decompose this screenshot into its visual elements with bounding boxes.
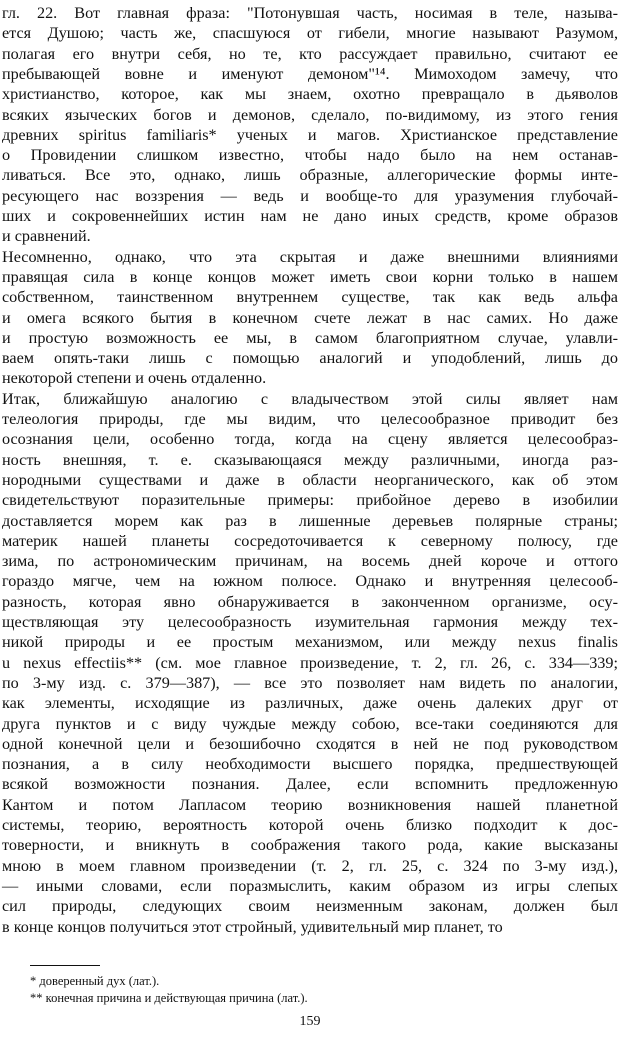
text-line: гл. 22. Вот главная фраза: "Потонувшая часть, носимая в теле, называ- [2, 4, 618, 22]
text-line: христианство, которое, как мы знаем, охотно превращало в дьяволов [2, 85, 618, 104]
text-line: зима, по астрономическим причинам, на восемь дней короче и оттого [2, 552, 618, 571]
text-line: товерности, и вникнуть в соображения такого рода, какие высказаны [2, 836, 618, 855]
footnote-divider [30, 965, 100, 966]
text-line: гораздо мягче, чем на южном полюсе. Однако и внутренняя целесооб- [2, 572, 618, 591]
text-line: никой природы и ее простым механизмом, или между nexus finalis [2, 633, 618, 652]
text-line: доставляется морем как раз в лишенные деревьев полярные страны; [2, 511, 618, 530]
text-line: Итак, ближайшую аналогию с владычеством этой силы являет нам [2, 389, 618, 408]
text-line: сил природы, следующих своим неизменным законам, должен был [2, 897, 618, 916]
text-line: некоторой степени и очень отдаленно. [2, 369, 267, 388]
text-line: — иными словами, если поразмыслить, каким образом из игры слепых [2, 876, 618, 895]
text-line: мною в моем главном произведении (т. 2, гл. 25, с. 324 по 3-му изд.), [2, 856, 618, 875]
text-line: в конце концов получиться этот стройный, удивительный мир планет, то [2, 917, 503, 936]
text-line: собственном, таинственном внутреннем существе, так как ведь альфа [2, 288, 618, 307]
text-line: u nexus effectiis** (см. мое главное произведение, т. 2, гл. 26, с. 334—339; [2, 653, 618, 672]
text-line: ваем опять-таки лишь с помощью аналогий и уподоблений, лишь до [2, 349, 618, 368]
text-line: ществляющая эту целесообразность изумительная гармония между тех- [2, 613, 618, 631]
text-line: Несомненно, однако, что эта скрытая и даже внешними влияниями [2, 247, 618, 266]
text-line: ших и сокровеннейших истин нам не дано иных средств, кроме образов [2, 207, 618, 225]
text-line: разность, которая явно обнаруживается в законченном организме, осу- [2, 592, 618, 611]
text-line: ется Душою; часть же, спасшуюся от гибели, многие называют Разумом, [2, 24, 618, 43]
text-line: материк нашей планеты сосредоточивается к северному полюсу, где [2, 531, 618, 550]
text-line: пребывающей вовне и именуют демоном"¹⁴. Мимоходом замечу, что [2, 64, 618, 83]
text-line: всяких языческих богов и демонов, сделало, по-видимому, из этого гения [2, 105, 618, 124]
page-number: 159 [299, 1014, 321, 1029]
text-line: и сравнений. [2, 227, 91, 246]
text-line: как элементы, исходящие из различных, даже очень далеких друг от [2, 694, 618, 713]
text-line: свидетельствуют поразительные примеры: прибойное дерево в изобилии [2, 491, 618, 510]
text-line: одной конечной цели и безошибочно сходятся в ней не под руководством [2, 734, 618, 753]
text-line: ресующего нас воззрения — ведь и вообще-то для уразумения глубочай- [2, 186, 618, 205]
text-line: нородными существами и даже в области неорганического, как об этом [2, 470, 618, 489]
text-line: о Провидении слишком известно, чтобы надо было на нем останав- [2, 146, 618, 165]
text-line: друга пунктов и с виду чуждые между собою, все-таки соединяются для [2, 714, 618, 733]
text-line: познания, а в силу необходимости высшего порядка, предшествующей [2, 755, 618, 774]
text-line: и омега всякого бытия в конечном счете лежат в нас самих. Но даже [2, 308, 618, 327]
text-line: системы, теорию, вероятность которой очень близко подходит к дос- [2, 816, 618, 834]
text-line: и простую возможность ее мы, в самом благоприятном случае, улавли- [2, 328, 618, 347]
text-line: телеология природы, где мы видим, что целесообразное приводит без [2, 410, 618, 428]
footnote: * доверенный дух (лат.). [30, 974, 160, 988]
text-line: по 3-му изд. с. 379—387), — все это позволяет нам видеть по аналогии, [2, 673, 618, 692]
text-line: древних spiritus familiaris* ученых и магов. Христианское представление [2, 125, 618, 144]
text-line: правящая сила в конце концов может иметь свои корни только в нашем [2, 267, 618, 286]
footnote: ** конечная причина и действующая причина (лат.). [30, 991, 308, 1005]
text-line: ность внешняя, т. е. сказывающаяся между различными, иногда раз- [2, 450, 618, 469]
text-line: полагая его внутри себя, но те, кто рассуждает правильно, считают ее [2, 44, 618, 63]
text-line: Кантом и потом Лапласом теорию возникновения нашей планетной [2, 795, 618, 814]
text-line: ливаться. Все это, однако, лишь образные, аллегорические формы инте- [2, 166, 618, 185]
text-line: осознания цели, особенно тогда, когда на сцену является целесообраз- [2, 430, 618, 449]
text-line: всякой возможности познания. Далее, если вспомнить предложенную [2, 775, 618, 794]
